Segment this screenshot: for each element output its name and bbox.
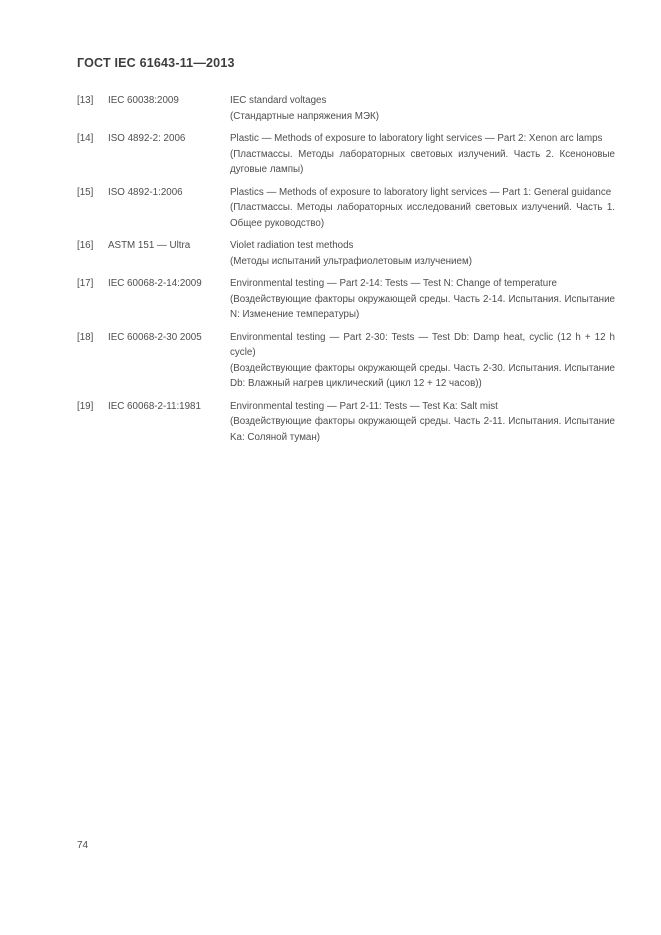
reference-description <box>230 93 615 124</box>
page-number: 74 <box>77 840 89 851</box>
reference-title-en: Environmental testing — Part 2-11: Tests — Test Ka: Salt mist <box>230 400 498 412</box>
reference-description <box>230 276 615 323</box>
reference-row <box>77 238 615 269</box>
reference-id: [14] <box>77 133 94 144</box>
reference-title-ru: (Воздействующие факторы окружающей среды. Часть 2-14. Испытания. Испытание N: Изменение температуры) <box>230 293 615 320</box>
reference-code: IEC 60068-2-11:1981 <box>108 400 201 412</box>
reference-code: IEC 60068-2-30 2005 <box>108 331 202 343</box>
reference-row <box>77 93 615 124</box>
reference-title-ru: (Стандартные напряжения МЭК) <box>230 110 379 122</box>
reference-id: [19] <box>77 400 94 412</box>
reference-row <box>77 399 615 446</box>
reference-id: [18] <box>77 331 94 343</box>
reference-description <box>230 238 615 269</box>
reference-title-en: Violet radiation test methods <box>230 240 354 251</box>
reference-description <box>230 131 615 178</box>
reference-code: IEC 60068-2-14:2009 <box>108 278 202 289</box>
reference-title-ru: (Пластмассы. Методы лабораторных световых излучений. Часть 2. Ксеноновые дуговые лампы) <box>230 148 615 175</box>
reference-id: [13] <box>77 95 94 106</box>
reference-code: ISO 4892-2: 2006 <box>108 133 186 144</box>
reference-id: [15] <box>77 186 94 198</box>
reference-title-en: IEC standard voltages <box>230 95 327 106</box>
reference-title-ru: (Воздействующие факторы окружающей среды. Часть 2-30. Испытания. Испытание Db: Влажный нагрев циклический (цикл 12 + 12 часов)) <box>230 362 615 389</box>
reference-description <box>230 399 615 446</box>
reference-row <box>77 131 615 178</box>
reference-id: [17] <box>77 278 94 289</box>
reference-code: ISO 4892-1:2006 <box>108 186 183 198</box>
reference-row <box>77 185 615 232</box>
reference-id: [16] <box>77 240 94 251</box>
reference-code: IEC 60038:2009 <box>108 95 179 106</box>
reference-title-ru: (Пластмассы. Методы лабораторных исследований световых излучений. Часть 1. Общее руководство) <box>230 202 615 229</box>
reference-title-en: Plastics — Methods of exposure to laboratory light services — Part 1: General guidance <box>230 186 612 198</box>
reference-title-en: Plastic — Methods of exposure to laboratory light services — Part 2: Xenon arc lamps <box>230 133 603 144</box>
reference-title-en: Environmental testing — Part 2-30: Tests — Test Db: Damp heat, cyclic (12 h + 12 h cycle) <box>230 331 615 358</box>
reference-description <box>230 185 615 232</box>
reference-description <box>230 330 615 392</box>
reference-row <box>77 330 615 392</box>
reference-row <box>77 276 615 323</box>
bibliography-list <box>77 93 615 452</box>
reference-code: ASTM 151 — Ultra <box>108 240 191 251</box>
reference-title-ru: (Методы испытаний ультрафиолетовым излучением) <box>230 255 472 267</box>
document-header: ГОСТ IEC 61643-11—2013 <box>77 56 235 70</box>
reference-title-ru: (Воздействующие факторы окружающей среды. Часть 2-11. Испытания. Испытание Ka: Соляной туман) <box>230 416 615 443</box>
reference-title-en: Environmental testing — Part 2-14: Tests — Test N: Change of temperature <box>230 278 557 289</box>
